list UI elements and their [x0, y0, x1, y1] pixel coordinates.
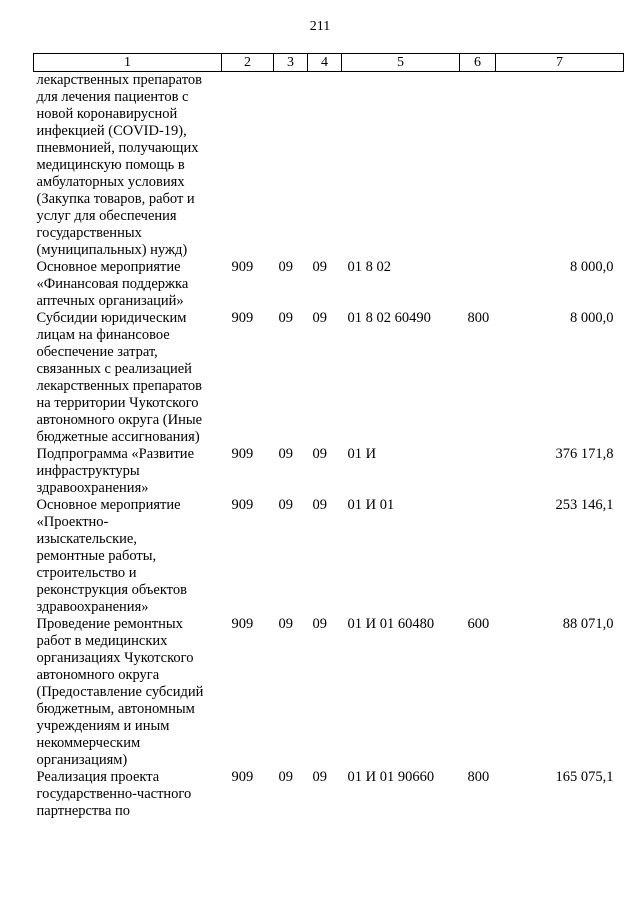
row-admin-code: 909 [231, 259, 254, 275]
row-amount: 88 071,0 [562, 616, 614, 632]
row-expense-type [460, 259, 496, 310]
row-expense-type: 600 [467, 616, 490, 632]
row-amount: 8 000,0 [570, 259, 614, 275]
row-name: Основное мероприятие «Проектно- изыскательские, ремонтные работы, строительство и реконструкция объектов здравоохранения» [36, 497, 187, 615]
row-target-code: 01 И [347, 446, 377, 462]
row-name: Проведение ремонтных работ в медицинских организациях Чукотского автономного округа (Предоставление субсидий бюджетным, автономным учреждениям и иным некоммерческим организациям) [36, 616, 204, 768]
table-row [34, 769, 624, 820]
row-target-code: 01 8 02 60490 [347, 310, 431, 326]
row-admin-code: 909 [231, 769, 254, 785]
row-name: Основное мероприятие «Финансовая поддержка аптечных организаций» [36, 259, 189, 309]
row-amount: 253 146,1 [555, 497, 614, 513]
table-row [34, 446, 624, 497]
row-subsection: 09 [312, 259, 327, 275]
table-row [34, 616, 624, 769]
row-target-code: 01 И 01 90660 [347, 769, 435, 785]
row-expense-type: 800 [467, 310, 490, 326]
row-name: лекарственных препаратов для лечения пациентов с новой коронавирусной инфекцией (COVID-19), пневмонией, получающих медицинскую помощь в амбулаторных условиях (Закупка товаров, работ и услуг для обеспечения государственных (муниципальных) нужд) [36, 72, 202, 258]
row-name: Подпрограмма «Развитие инфраструктуры здравоохранения» [36, 446, 195, 496]
page-number: 211 [309, 19, 331, 34]
header-col-4: 4 [308, 54, 342, 72]
row-section: 09 [278, 259, 293, 275]
row-amount [496, 72, 624, 260]
header-col-2: 2 [222, 54, 274, 72]
row-name: Реализация проекта государственно-частного партнерства по [36, 769, 192, 819]
row-section: 09 [278, 769, 293, 785]
header-col-1: 1 [34, 54, 222, 72]
table-row [34, 259, 624, 310]
row-admin-code [222, 72, 274, 260]
row-subsection: 09 [312, 769, 327, 785]
row-section [274, 72, 308, 260]
row-section: 09 [278, 497, 293, 513]
header-col-6: 6 [460, 54, 496, 72]
row-expense-type [460, 72, 496, 260]
header-col-7: 7 [496, 54, 624, 72]
table-header-row [34, 54, 624, 72]
header-col-3: 3 [274, 54, 308, 72]
row-target-code: 01 8 02 [347, 259, 391, 275]
header-col-5: 5 [342, 54, 460, 72]
row-section: 09 [278, 616, 293, 632]
row-subsection: 09 [312, 616, 327, 632]
row-admin-code: 909 [231, 310, 254, 326]
row-subsection [308, 72, 342, 260]
row-amount: 376 171,8 [555, 446, 614, 462]
row-target-code: 01 И 01 [347, 497, 395, 513]
table-row [34, 310, 624, 446]
row-subsection: 09 [312, 497, 327, 513]
row-expense-type [460, 497, 496, 616]
row-target-code: 01 И 01 60480 [347, 616, 435, 632]
budget-table [33, 53, 624, 820]
row-admin-code: 909 [231, 446, 254, 462]
row-admin-code: 909 [231, 497, 254, 513]
row-section: 09 [278, 446, 293, 462]
row-name: Субсидии юридическим лицам на финансовое обеспечение затрат, связанных с реализацией лекарственных препаратов на территории Чукотского автономного округа (Иные бюджетные ассигнования) [36, 310, 203, 445]
row-subsection: 09 [312, 446, 327, 462]
row-expense-type: 800 [467, 769, 490, 785]
row-subsection: 09 [312, 310, 327, 326]
row-target-code [342, 72, 460, 260]
row-amount: 8 000,0 [570, 310, 614, 326]
table-row [34, 72, 624, 260]
row-admin-code: 909 [231, 616, 254, 632]
table-row [34, 497, 624, 616]
row-amount: 165 075,1 [555, 769, 614, 785]
row-expense-type [460, 446, 496, 497]
row-section: 09 [278, 310, 293, 326]
